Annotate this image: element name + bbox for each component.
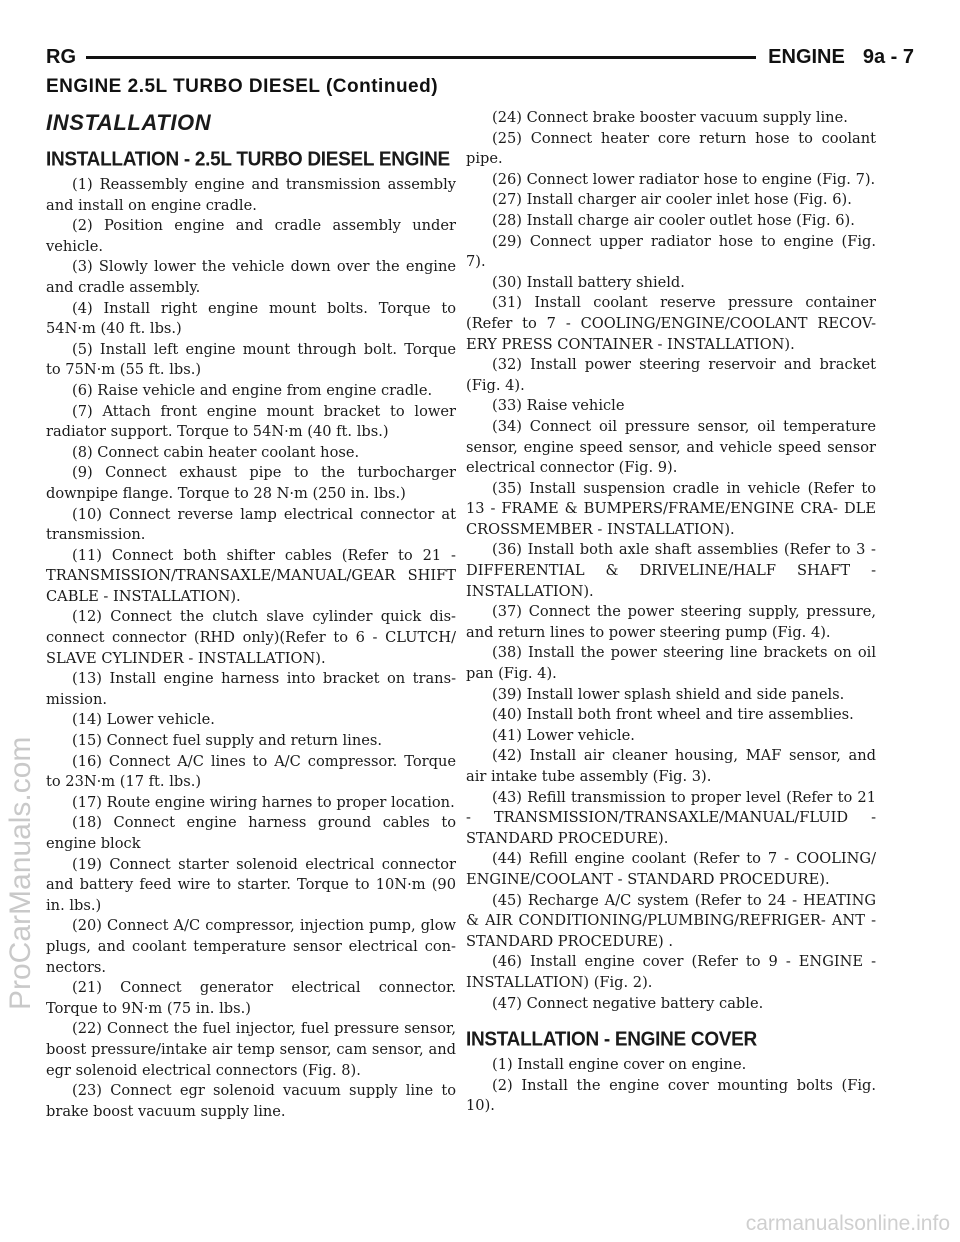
step-item: (13) Install engine harness into bracket on trans- mission.	[46, 670, 456, 708]
cover-steps	[466, 1055, 876, 1117]
step-item: (28) Install charge air cooler outlet hose (Fig. 6).	[492, 211, 855, 229]
step-item: (32) Install power steering reservoir and bracket (Fig. 4).	[466, 356, 876, 394]
step-item: (17) Route engine wiring harnes to proper location.	[72, 793, 455, 811]
engine-installation-heading: INSTALLATION - 2.5L TURBO DIESEL ENGINE	[46, 148, 450, 171]
step-item: (5) Install left engine mount through bolt. Torque to 75N·m (55 ft. lbs.)	[46, 340, 456, 379]
step-item: (29) Connect upper radiator hose to engine (Fig. 7).	[466, 232, 876, 271]
step-item: (10) Connect reverse lamp electrical connector at transmission.	[46, 505, 456, 544]
step-item: (31) Install coolant reserve pressure container (Refer to 7 - COOLING/ENGINE/COOLANT RECOV- ERY PRESS CONTAINER - INSTALLATION).	[466, 294, 876, 353]
step-item: (42) Install air cleaner housing, MAF sensor, and air intake tube assembly (Fig. 3).	[466, 747, 876, 785]
cover-installation-heading: INSTALLATION - ENGINE COVER	[466, 1028, 757, 1051]
right-column	[466, 108, 876, 1117]
step-item: (25) Connect heater core return hose to coolant pipe.	[466, 129, 876, 168]
header-section	[756, 44, 914, 70]
header-section-name: ENGINE	[768, 46, 845, 68]
step-item: (44) Refill engine coolant (Refer to 7 - COOLING/ ENGINE/COOLANT - STANDARD PROCEDURE).	[466, 850, 876, 888]
step-item: (37) Connect the power steering supply, pressure, and return lines to power steering pump (Fig. 4).	[466, 603, 876, 641]
step-item: (40) Install both front wheel and tire assemblies.	[492, 706, 854, 724]
step-item: (15) Connect fuel supply and return lines.	[72, 732, 382, 750]
step-item: (43) Refill transmission to proper level (Refer to 21 - TRANSMISSION/TRANSAXLE/MANUAL/FLUID - STANDARD PROCEDURE).	[466, 788, 876, 847]
engine-steps-right	[466, 108, 876, 1014]
side-watermark-text: ProCarManuals.com	[4, 736, 37, 1010]
step-item: (11) Connect both shifter cables (Refer to 21 - TRANSMISSION/TRANSAXLE/MANUAL/GEAR SHIFT CABLE - INSTALLATION).	[46, 546, 456, 605]
cover-step-item: (2) Install the engine cover mounting bolts (Fig. 10).	[466, 1076, 876, 1115]
step-item: (47) Connect negative battery cable.	[492, 994, 764, 1012]
engine-steps-left	[46, 175, 456, 1122]
step-item: (4) Install right engine mount bolts. Torque to 54N·m (40 ft. lbs.)	[46, 299, 456, 338]
step-item: (45) Recharge A/C system (Refer to 24 - HEATING & AIR CONDITIONING/PLUMBING/REFRIGER- ANT - STANDARD PROCEDURE) .	[466, 891, 876, 950]
step-item: (22) Connect the fuel injector, fuel pressure sensor, boost pressure/intake air temp sensor, cam sensor, and egr solenoid electrical connectors (Fig. 8).	[46, 1020, 456, 1079]
step-item: (38) Install the power steering line brackets on oil pan (Fig. 4).	[466, 644, 876, 683]
step-item: (30) Install battery shield.	[492, 273, 685, 291]
step-item: (3) Slowly lower the vehicle down over the engine and cradle assembly.	[46, 258, 456, 296]
continued-title: ENGINE 2.5L TURBO DIESEL (Continued)	[46, 76, 439, 97]
footer-watermark: carmanualsonline.info	[745, 1212, 950, 1235]
step-item: (27) Install charger air cooler inlet hose (Fig. 6).	[492, 191, 852, 209]
step-item: (34) Connect oil pressure sensor, oil temperature sensor, engine speed sensor, and vehicle speed sensor electrical connector (Fig. 9).	[466, 417, 876, 477]
header-model-code: RG	[46, 44, 86, 70]
step-item: (14) Lower vehicle.	[72, 711, 215, 729]
step-item: (19) Connect starter solenoid electrical connector and battery feed wire to starter. Torque to 10N·m (90 in. lbs.)	[46, 855, 456, 914]
side-watermark	[4, 736, 44, 1050]
step-item: (20) Connect A/C compressor, injection pump, glow plugs, and coolant temperature sensor electrical con- nectors.	[46, 917, 456, 976]
left-column	[46, 108, 456, 1122]
step-item: (16) Connect A/C lines to A/C compressor. Torque to 23N·m (17 ft. lbs.)	[46, 752, 456, 791]
step-item: (18) Connect engine harness ground cables to engine block	[46, 814, 456, 852]
step-item: (24) Connect brake booster vacuum supply line.	[492, 109, 848, 126]
step-item: (12) Connect the clutch slave cylinder quick dis- connect connector (RHD only)(Refer to 6 - CLUTCH/ SLAVE CYLINDER - INSTALLATION).	[46, 608, 456, 667]
step-item: (26) Connect lower radiator hose to engine (Fig. 7).	[492, 170, 876, 188]
step-item: (36) Install both axle shaft assemblies (Refer to 3 - DIFFERENTIAL & DRIVELINE/HALF SHAFT - INSTALLATION).	[466, 541, 876, 600]
step-item: (41) Lower vehicle.	[492, 726, 635, 744]
step-item: (39) Install lower splash shield and side panels.	[492, 685, 845, 703]
step-item: (9) Connect exhaust pipe to the turbocharger downpipe flange. Torque to 28 N·m (250 in. lbs.)	[46, 464, 456, 502]
installation-heading: INSTALLATION	[46, 110, 212, 135]
step-item: (35) Install suspension cradle in vehicle (Refer to 13 - FRAME & BUMPERS/FRAME/ENGINE CRA- DLE CROSSMEMBER - INSTALLATION).	[466, 479, 876, 538]
step-item: (7) Attach front engine mount bracket to lower radiator support. Torque to 54N·m (40 ft. lbs.)	[46, 402, 456, 441]
step-item: (2) Position engine and cradle assembly under vehicle.	[46, 217, 456, 255]
page-header	[46, 44, 914, 70]
step-item: (1) Reassembly engine and transmission assembly and install on engine cradle.	[46, 176, 456, 214]
step-item: (8) Connect cabin heater coolant hose.	[72, 443, 360, 461]
step-item: (46) Install engine cover (Refer to 9 - ENGINE - INSTALLATION) (Fig. 2).	[466, 953, 876, 991]
step-item: (23) Connect egr solenoid vacuum supply line to brake boost vacuum supply line.	[46, 1082, 456, 1120]
step-item: (6) Raise vehicle and engine from engine cradle.	[72, 381, 433, 399]
cover-step-item: (1) Install engine cover on engine.	[492, 1056, 747, 1074]
step-item: (33) Raise vehicle	[492, 397, 625, 415]
header-page-number: 9a - 7	[862, 46, 914, 68]
step-item: (21) Connect generator electrical connector. Torque to 9N·m (75 in. lbs.)	[46, 979, 456, 1017]
